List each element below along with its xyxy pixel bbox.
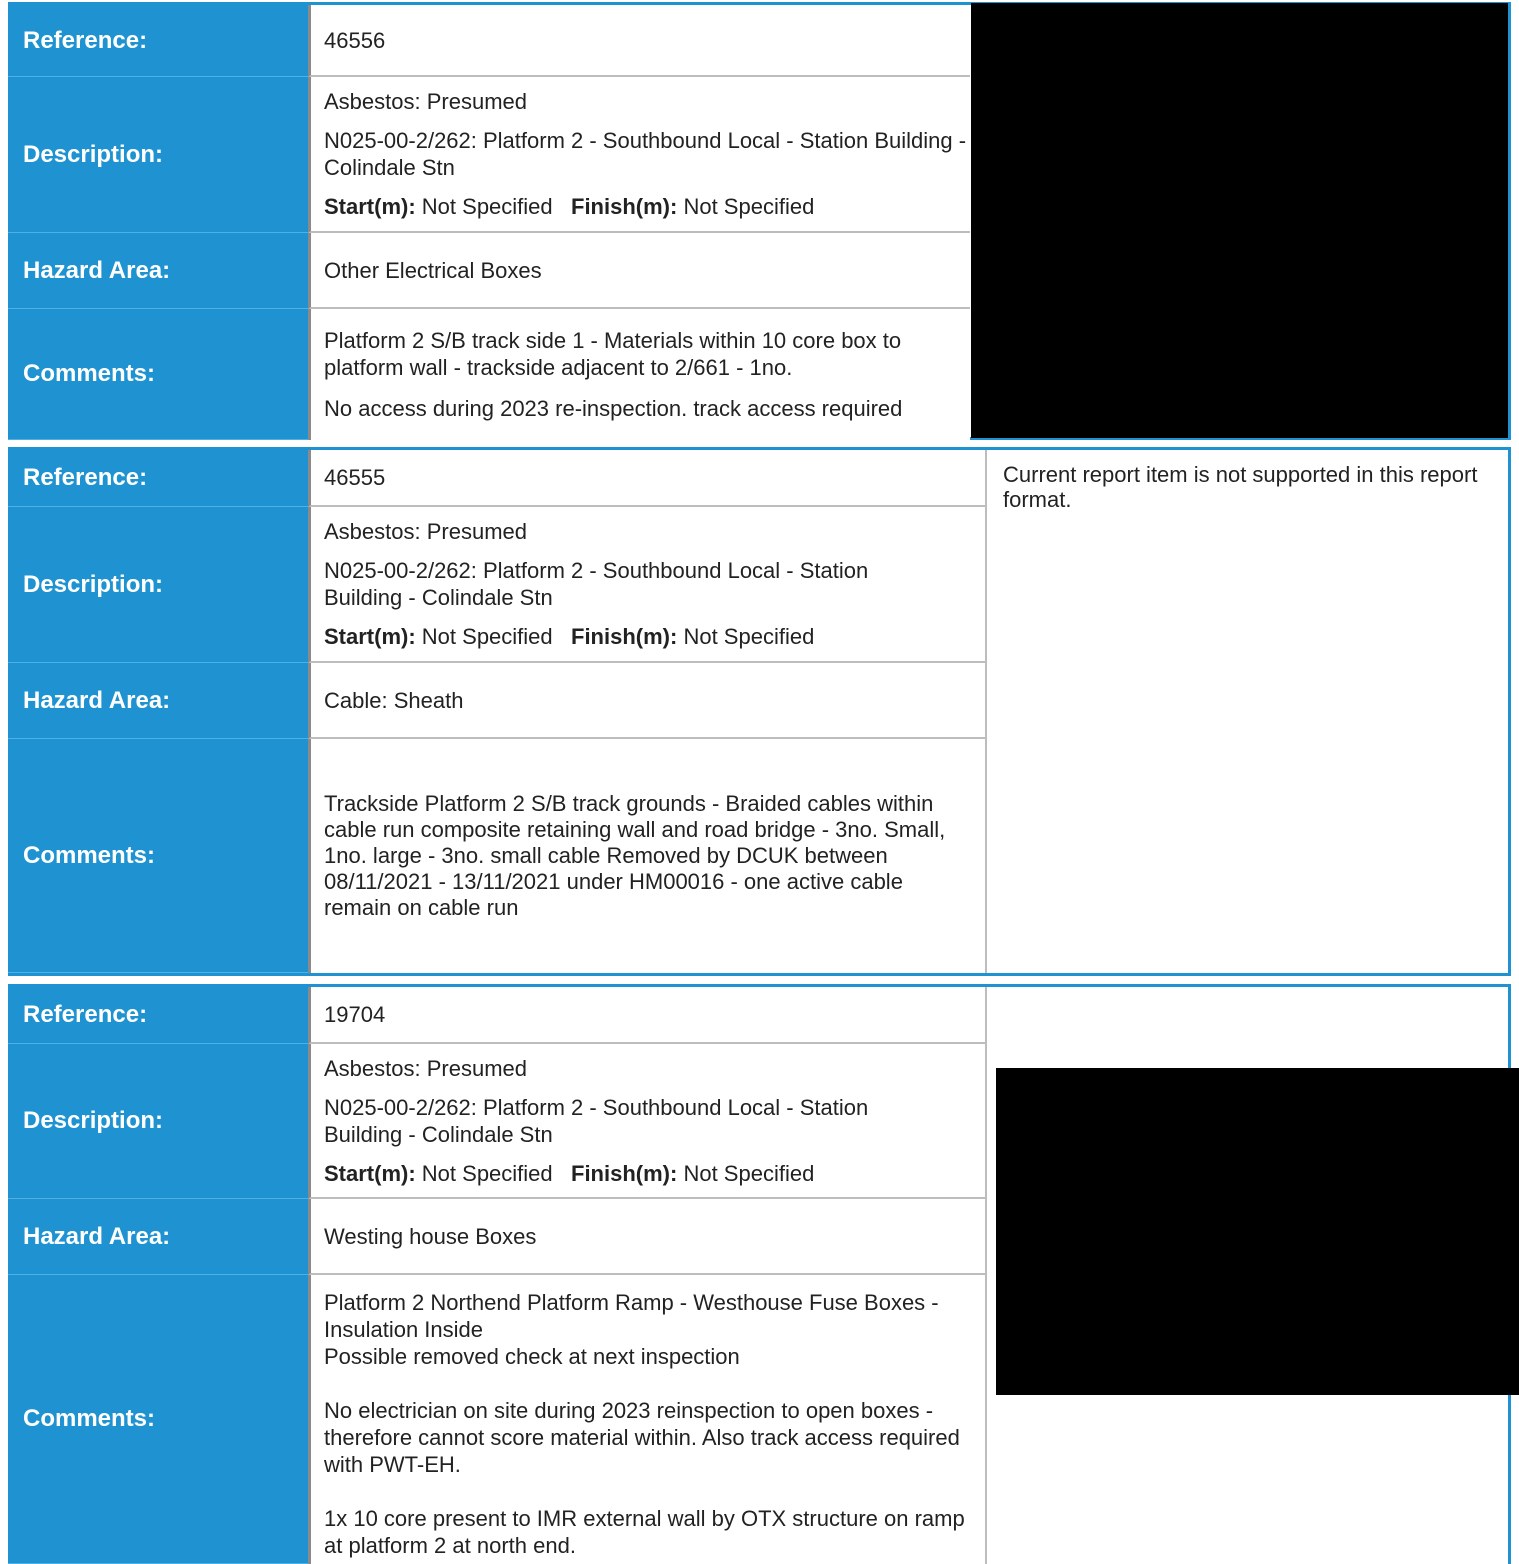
description-label: Description: <box>8 77 308 233</box>
start-finish <box>324 623 985 650</box>
reference-label: Reference: <box>8 5 308 77</box>
reference-value <box>308 450 985 507</box>
comments-row <box>8 309 970 440</box>
finish-value: Not Specified <box>683 1160 815 1186</box>
hazard-area-label: Hazard Area: <box>8 1199 308 1275</box>
side-panel <box>985 450 1508 973</box>
finish-value: Not Specified <box>683 194 815 219</box>
reference-label: Reference: <box>8 450 308 507</box>
hazard-area-value <box>308 233 970 309</box>
hazard-area-value <box>308 1199 985 1275</box>
location: N025-00-2/262: Platform 2 - Southbound Local - Station Building - Colindale Stn <box>324 128 967 180</box>
comments-row <box>8 739 985 973</box>
comments-value <box>308 739 985 973</box>
reference-value <box>308 5 970 77</box>
comment-paragraph: Platform 2 Northend Platform Ramp - Westhouse Fuse Boxes - Insulation Inside <box>324 1290 939 1342</box>
comments-value <box>308 1275 985 1564</box>
comment-paragraph: Platform 2 S/B track side 1 - Materials within 10 core box to platform wall - trackside adjacent to 2/661 - 1no. <box>324 328 902 380</box>
description-row <box>8 507 985 663</box>
start-value: Not Specified <box>421 1160 553 1186</box>
hazard-area-label: Hazard Area: <box>8 233 308 309</box>
reference-number: 19704 <box>324 1002 386 1027</box>
start-finish <box>324 193 970 220</box>
description-value <box>308 507 985 663</box>
reference-number: 46555 <box>324 465 386 490</box>
comments-value <box>308 309 970 440</box>
start-label: Start(m): <box>324 624 416 649</box>
redaction-block <box>996 1068 1519 1395</box>
comment-paragraph: No access during 2023 re-inspection. track access required <box>324 396 903 421</box>
comments-label: Comments: <box>8 739 308 973</box>
hazard-record <box>8 447 1511 976</box>
comment-paragraph: 1x 10 core present to IMR external wall by OTX structure on ramp at platform 2 at north end. <box>324 1506 965 1558</box>
location: N025-00-2/262: Platform 2 - Southbound Local - Station Building - Colindale Stn <box>324 1094 869 1147</box>
unsupported-item-note <box>987 987 1508 999</box>
finish-value: Not Specified <box>683 624 815 649</box>
hazard-area-row <box>8 233 970 309</box>
start-value: Not Specified <box>421 194 553 219</box>
comment-paragraph: Trackside Platform 2 S/B track grounds - Braided cables within cable run composite retaining wall and road bridge - 3no. Small, 1no. large - 3no. small cable Removed by DCUK between 08/11/2021 - 13/11/2021 under HM00016 - one active cable remain on cable run <box>324 791 946 920</box>
comments-row <box>8 1275 985 1564</box>
reference-row <box>8 450 985 507</box>
comments-label: Comments: <box>8 1275 308 1564</box>
start-label: Start(m): <box>324 194 416 219</box>
comment-paragraph: Possible removed check at next inspection <box>324 1344 740 1369</box>
description-value <box>308 1044 985 1199</box>
comment-paragraph: No electrician on site during 2023 reinspection to open boxes - therefore cannot score material within. Also track access required with PWT-EH. <box>324 1398 960 1477</box>
start-label: Start(m): <box>324 1160 416 1186</box>
reference-number: 46556 <box>324 27 386 53</box>
hazard-type: Asbestos: Presumed <box>324 1055 527 1081</box>
description-label: Description: <box>8 1044 308 1199</box>
finish-label: Finish(m): <box>571 624 678 649</box>
redaction-block <box>971 3 1508 438</box>
hazard-area-text: Westing house Boxes <box>324 1223 537 1249</box>
hazard-area-row <box>8 663 985 739</box>
hazard-type: Asbestos: Presumed <box>324 89 527 114</box>
comments-label: Comments: <box>8 309 308 440</box>
hazard-area-value <box>308 663 985 739</box>
hazard-area-row <box>8 1199 985 1275</box>
description-label: Description: <box>8 507 308 663</box>
hazard-area-text: Other Electrical Boxes <box>324 257 542 283</box>
unsupported-item-note: Current report item is not supported in this report format. <box>1003 462 1478 512</box>
start-value: Not Specified <box>421 624 553 649</box>
hazard-area-label: Hazard Area: <box>8 663 308 739</box>
description-row <box>8 77 970 233</box>
hazard-type: Asbestos: Presumed <box>324 519 527 544</box>
finish-label: Finish(m): <box>571 194 678 219</box>
finish-label: Finish(m): <box>571 1160 678 1186</box>
hazard-area-text: Cable: Sheath <box>324 687 464 713</box>
start-finish <box>324 1160 985 1187</box>
description-row <box>8 1044 985 1199</box>
reference-value <box>308 987 985 1044</box>
location: N025-00-2/262: Platform 2 - Southbound Local - Station Building - Colindale Stn <box>324 558 869 610</box>
reference-row <box>8 987 985 1044</box>
reference-label: Reference: <box>8 987 308 1044</box>
description-value <box>308 77 970 233</box>
reference-row <box>8 5 970 77</box>
